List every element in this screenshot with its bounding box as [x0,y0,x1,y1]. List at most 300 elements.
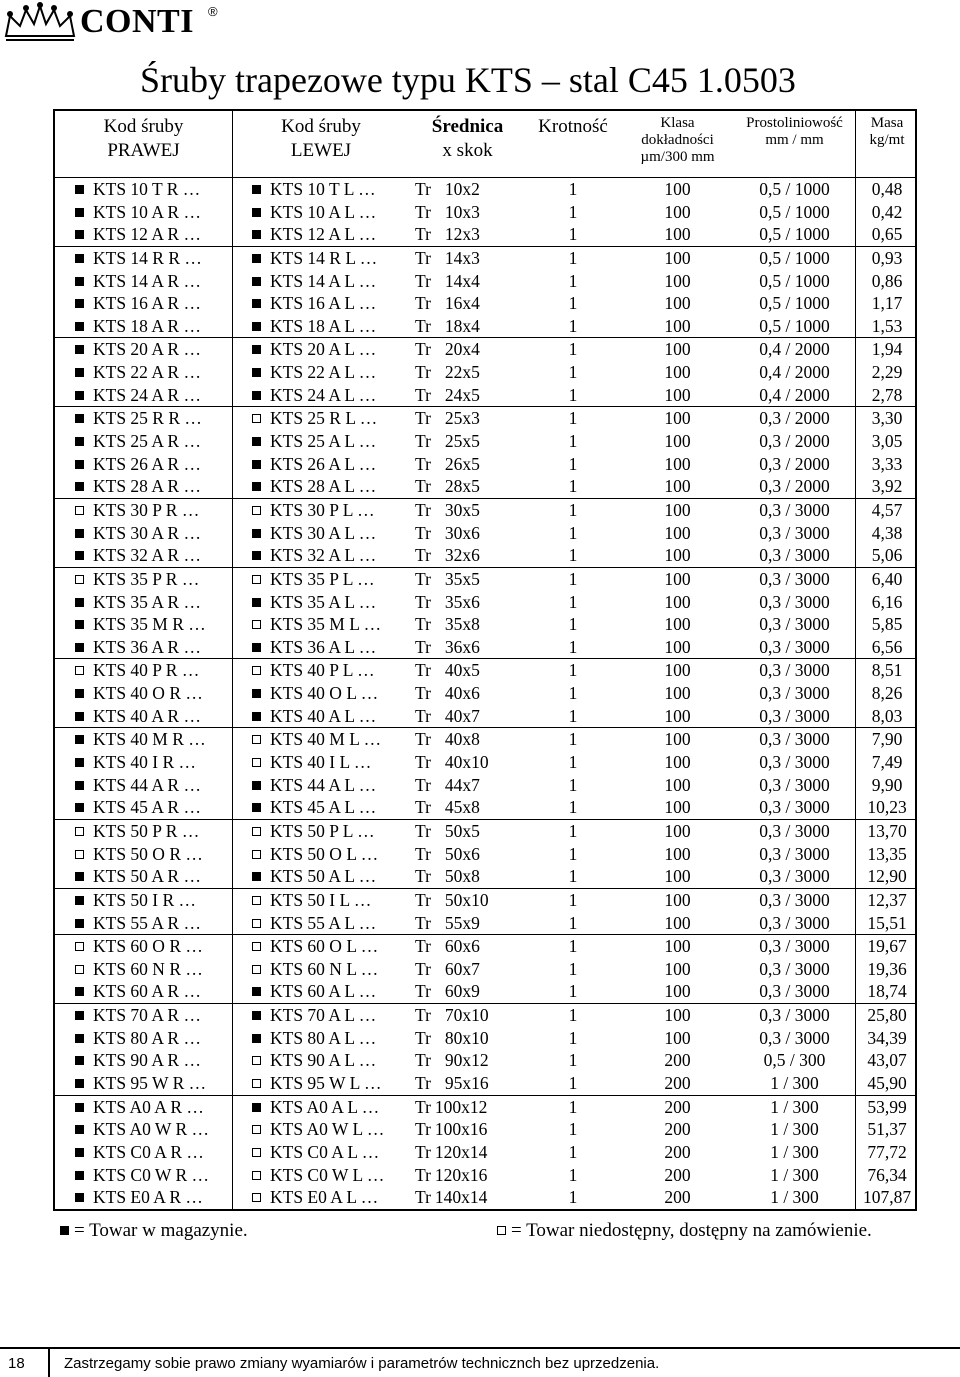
diameter-pitch: Tr 10x2 [415,179,480,199]
table-row [55,1072,915,1095]
mass: 3,30 [871,408,903,429]
accuracy-class: 100 [664,224,691,245]
footer-disclaimer: Zastrzegamy sobie prawo zmiany wyamiarów i parametrów technicznch bez uprzedzenia. [64,1355,660,1372]
straightness: 0,3 / 2000 [759,408,830,429]
straightness: 0,3 / 3000 [759,683,830,704]
mass: 7,49 [871,752,903,773]
accuracy-class: 100 [664,201,691,222]
right-thread-code: KTS A0 W R … [55,1118,232,1141]
diameter-pitch: Tr 14x3 [415,247,480,268]
diameter-pitch: Tr 30x5 [415,499,480,520]
header-multiplicity: Krotność [538,116,608,137]
row-group [55,659,915,728]
accuracy-class: 100 [664,339,691,360]
right-thread-code: KTS 50 P R … [55,820,232,843]
left-thread-code: KTS 10 A L … [232,201,410,224]
conti-logo [2,2,228,44]
left-thread-code: KTS 40 M L … [232,728,410,751]
table-row [55,315,915,338]
table-row [55,636,915,659]
row-group [55,889,915,935]
left-thread-code: KTS 80 A L … [232,1027,410,1050]
accuracy-class: 100 [664,752,691,773]
in-stock-square-icon [75,322,84,331]
right-thread-code: KTS 10 T R … [55,178,232,201]
table-row [55,1164,915,1187]
accuracy-class: 100 [664,981,691,1002]
in-stock-square-icon [75,208,84,217]
multiplicity: 1 [568,384,578,405]
right-thread-code: KTS 28 A R … [55,475,232,498]
straightness: 1 / 300 [770,1141,819,1162]
row-group [55,1096,915,1209]
table-row [55,407,915,430]
right-thread-code: KTS 40 A R … [55,705,232,728]
left-thread-code: KTS 40 I L … [232,751,410,774]
multiplicity: 1 [568,1141,578,1162]
diameter-pitch: Tr 120x16 [415,1164,488,1185]
diameter-pitch: Tr 26x5 [415,453,480,474]
left-thread-code: KTS 22 A L … [232,361,410,384]
in-stock-square-icon [252,1011,261,1020]
mass: 4,38 [871,522,903,543]
right-thread-code: KTS 25 R R … [55,407,232,430]
accuracy-class: 200 [664,1050,691,1071]
on-order-square-icon [252,666,261,675]
accuracy-class: 100 [664,958,691,979]
left-thread-code: KTS 12 A L … [232,223,410,246]
diameter-pitch: Tr 50x5 [415,820,480,841]
right-thread-code: KTS 55 A R … [55,912,232,935]
table-row [55,223,915,246]
right-thread-code: KTS 50 O R … [55,843,232,866]
on-order-square-icon [75,827,84,836]
multiplicity: 1 [568,1005,578,1026]
left-thread-code: KTS 35 M L … [232,613,410,636]
in-stock-square-icon [252,391,261,400]
diameter-pitch: Tr 30x6 [415,522,480,543]
multiplicity: 1 [568,797,578,818]
diameter-pitch: Tr 70x10 [415,1005,489,1026]
multiplicity: 1 [568,362,578,383]
diameter-pitch: Tr 40x7 [415,705,480,726]
in-stock-square-icon [252,872,261,881]
mass: 3,33 [871,453,903,474]
in-stock-square-icon [252,460,261,469]
right-thread-code: KTS 22 A R … [55,361,232,384]
accuracy-class: 100 [664,179,691,199]
straightness: 0,3 / 3000 [759,568,830,589]
left-thread-code: KTS 60 O L … [232,935,410,958]
right-thread-code: KTS 50 I R … [55,889,232,912]
table-row [55,728,915,751]
in-stock-square-icon [252,437,261,446]
left-thread-code: KTS 35 P L … [232,568,410,591]
in-stock-square-icon [75,758,84,767]
table-row [55,865,915,888]
table-row [55,453,915,476]
diameter-pitch: Tr 40x8 [415,729,480,750]
mass: 1,94 [871,339,903,360]
straightness: 0,5 / 1000 [759,270,830,291]
in-stock-square-icon [75,391,84,400]
right-thread-code: KTS 14 R R … [55,247,232,270]
straightness: 0,3 / 3000 [759,729,830,750]
right-thread-code: KTS 35 M R … [55,613,232,636]
multiplicity: 1 [568,705,578,726]
table-row [55,247,915,270]
mass: 13,35 [867,843,907,864]
left-thread-code: KTS 60 A L … [232,980,410,1003]
multiplicity: 1 [568,431,578,452]
on-order-square-icon [252,965,261,974]
table-row [55,980,915,1003]
table-row [55,659,915,682]
accuracy-class: 200 [664,1141,691,1162]
straightness: 1 / 300 [770,1072,819,1093]
table-row [55,201,915,224]
footer-divider [0,1347,960,1349]
in-stock-square-icon [252,598,261,607]
mass: 34,39 [867,1027,907,1048]
on-order-square-icon [252,827,261,836]
on-order-square-icon [252,850,261,859]
multiplicity: 1 [568,453,578,474]
accuracy-class: 100 [664,705,691,726]
mass: 10,23 [867,797,907,818]
in-stock-square-icon [75,735,84,744]
accuracy-class: 200 [664,1119,691,1140]
right-thread-code: KTS 40 P R … [55,659,232,682]
accuracy-class: 100 [664,453,691,474]
legend-on-order: = Towar niedostępny, dostępny na zamówienie. [497,1219,872,1243]
legend-in-stock: = Towar w magazynie. [60,1219,248,1243]
in-stock-square-icon [75,1125,84,1134]
accuracy-class: 100 [664,660,691,681]
registered-mark: ® [208,4,218,19]
diameter-pitch: Tr 10x3 [415,201,480,222]
table-row [55,820,915,843]
mass: 53,99 [867,1096,907,1117]
in-stock-square-icon [252,1103,261,1112]
left-thread-code: KTS 45 A L … [232,796,410,819]
in-stock-square-icon [75,1103,84,1112]
page-number: 18 [8,1355,25,1372]
table-header [55,111,915,178]
left-thread-code: KTS 35 A L … [232,591,410,614]
row-group [55,247,915,339]
in-stock-square-icon [75,1079,84,1088]
multiplicity: 1 [568,843,578,864]
in-stock-square-icon [252,230,261,239]
row-group [55,338,915,407]
in-stock-square-icon [75,689,84,698]
in-stock-square-icon [252,803,261,812]
diameter-pitch: Tr 14x4 [415,270,480,291]
mass: 7,90 [871,729,903,750]
on-order-square-icon [252,506,261,515]
in-stock-square-icon [75,299,84,308]
multiplicity: 1 [568,820,578,841]
straightness: 0,5 / 1000 [759,247,830,268]
right-thread-code: KTS 40 O R … [55,682,232,705]
right-thread-code: KTS 12 A R … [55,223,232,246]
multiplicity: 1 [568,224,578,245]
diameter-pitch: Tr 25x3 [415,408,480,429]
mass: 0,48 [871,179,903,199]
mass: 107,87 [862,1187,912,1208]
multiplicity: 1 [568,545,578,566]
right-thread-code: KTS 36 A R … [55,636,232,659]
on-order-square-icon [75,506,84,515]
multiplicity: 1 [568,568,578,589]
left-thread-code: KTS 20 A L … [232,338,410,361]
straightness: 0,3 / 3000 [759,1005,830,1026]
accuracy-class: 100 [664,591,691,612]
mass: 5,06 [871,545,903,566]
accuracy-class: 100 [664,636,691,657]
table-row [55,270,915,293]
in-stock-square-icon [75,185,84,194]
multiplicity: 1 [568,315,578,336]
diameter-pitch: Tr 50x6 [415,843,480,864]
header-right-code: Kod śruby PRAWEJ [103,116,184,161]
table-row [55,475,915,498]
in-stock-square-icon [252,551,261,560]
accuracy-class: 100 [664,431,691,452]
mass: 12,90 [867,866,907,887]
right-thread-code: KTS 40 M R … [55,728,232,751]
table-row [55,178,915,201]
multiplicity: 1 [568,752,578,773]
right-thread-code: KTS 60 A R … [55,980,232,1003]
multiplicity: 1 [568,1050,578,1071]
mass: 3,92 [871,476,903,497]
straightness: 0,5 / 1000 [759,201,830,222]
mass: 25,80 [867,1005,907,1026]
straightness: 0,3 / 3000 [759,820,830,841]
in-stock-square-icon [252,299,261,308]
multiplicity: 1 [568,774,578,795]
in-stock-square-icon [75,414,84,423]
header-straightness: Prostoliniowość mm / mm [746,115,843,148]
table-row [55,338,915,361]
right-thread-code: KTS 30 P R … [55,499,232,522]
on-order-square-icon [252,1148,261,1157]
diameter-pitch: Tr 100x16 [415,1119,488,1140]
mass: 9,90 [871,774,903,795]
in-stock-square-icon [75,345,84,354]
multiplicity: 1 [568,408,578,429]
in-stock-square-icon [75,1056,84,1065]
in-stock-square-icon [252,208,261,217]
row-group [55,178,915,247]
multiplicity: 1 [568,339,578,360]
left-thread-code: KTS 25 R L … [232,407,410,430]
diameter-pitch: Tr 35x8 [415,614,480,635]
row-group [55,407,915,499]
right-thread-code: KTS 40 I R … [55,751,232,774]
on-order-square-icon [252,919,261,928]
multiplicity: 1 [568,270,578,291]
table-row [55,1004,915,1027]
on-order-square-icon [252,1171,261,1180]
table-row [55,1049,915,1072]
table-row [55,292,915,315]
right-thread-code: KTS 60 N R … [55,958,232,981]
in-stock-square-icon [252,781,261,790]
left-thread-code: KTS C0 A L … [232,1141,410,1164]
in-stock-square-icon [252,1034,261,1043]
straightness: 0,4 / 2000 [759,384,830,405]
left-thread-code: KTS 55 A L … [232,912,410,935]
on-order-square-icon [75,965,84,974]
accuracy-class: 100 [664,499,691,520]
straightness: 0,5 / 1000 [759,224,830,245]
in-stock-square-icon [252,689,261,698]
left-thread-code: KTS 36 A L … [232,636,410,659]
right-thread-code: KTS C0 W R … [55,1164,232,1187]
on-order-square-icon [75,666,84,675]
diameter-pitch: Tr 100x12 [415,1096,488,1117]
in-stock-square-icon [75,460,84,469]
in-stock-square-icon [75,1148,84,1157]
left-thread-code: KTS 50 P L … [232,820,410,843]
diameter-pitch: Tr 90x12 [415,1050,489,1071]
in-stock-square-icon [252,277,261,286]
table-row [55,430,915,453]
multiplicity: 1 [568,293,578,314]
diameter-pitch: Tr 44x7 [415,774,480,795]
table-row [55,958,915,981]
diameter-pitch: Tr 20x4 [415,339,480,360]
in-stock-square-icon [75,551,84,560]
straightness: 0,3 / 3000 [759,866,830,887]
right-thread-code: KTS 35 A R … [55,591,232,614]
crown-icon [2,2,78,44]
diameter-pitch: Tr 50x10 [415,889,489,910]
accuracy-class: 100 [664,408,691,429]
accuracy-class: 200 [664,1096,691,1117]
right-thread-code: KTS 50 A R … [55,865,232,888]
right-thread-code: KTS 24 A R … [55,384,232,407]
table-row [55,361,915,384]
accuracy-class: 100 [664,820,691,841]
in-stock-square-icon [75,1011,84,1020]
accuracy-class: 100 [664,362,691,383]
on-order-square-icon [497,1226,506,1235]
left-thread-code: KTS 50 A L … [232,865,410,888]
left-thread-code: KTS 10 T L … [232,178,410,201]
in-stock-square-icon [252,254,261,263]
diameter-pitch: Tr 16x4 [415,293,480,314]
on-order-square-icon [75,942,84,951]
mass: 8,51 [871,660,903,681]
right-thread-code: KTS 45 A R … [55,796,232,819]
left-thread-code: KTS 26 A L … [232,453,410,476]
left-thread-code: KTS 14 A L … [232,270,410,293]
straightness: 1 / 300 [770,1164,819,1185]
table-row [55,751,915,774]
left-thread-code: KTS C0 W L … [232,1164,410,1187]
left-thread-code: KTS 18 A L … [232,315,410,338]
table-row [55,843,915,866]
accuracy-class: 100 [664,936,691,957]
mass: 5,85 [871,614,903,635]
diameter-pitch: Tr 24x5 [415,384,480,405]
accuracy-class: 100 [664,1027,691,1048]
left-thread-code: KTS 24 A L … [232,384,410,407]
header-mass: Masa kg/mt [869,115,905,148]
mass: 12,37 [867,889,907,910]
right-thread-code: KTS 16 A R … [55,292,232,315]
on-order-square-icon [252,414,261,423]
straightness: 0,3 / 3000 [759,843,830,864]
row-group [55,499,915,568]
diameter-pitch: Tr 40x10 [415,752,489,773]
footer-divider-vertical [48,1347,50,1377]
header-diameter: Średnica x skok [431,116,504,161]
mass: 1,17 [871,293,903,314]
in-stock-square-icon [75,1171,84,1180]
diameter-pitch: Tr 12x3 [415,224,480,245]
diameter-pitch: Tr 35x6 [415,591,480,612]
right-thread-code: KTS 14 A R … [55,270,232,293]
accuracy-class: 100 [664,1005,691,1026]
mass: 0,86 [871,270,903,291]
in-stock-square-icon [75,803,84,812]
in-stock-square-icon [75,482,84,491]
in-stock-square-icon [75,712,84,721]
straightness: 0,3 / 3000 [759,660,830,681]
table-row [55,1141,915,1164]
in-stock-square-icon [75,872,84,881]
in-stock-square-icon [75,620,84,629]
accuracy-class: 100 [664,912,691,933]
left-thread-code: KTS A0 W L … [232,1118,410,1141]
multiplicity: 1 [568,1027,578,1048]
left-thread-code: KTS 16 A L … [232,292,410,315]
straightness: 0,5 / 300 [763,1050,826,1071]
straightness: 0,5 / 1000 [759,179,830,199]
right-thread-code: KTS 35 P R … [55,568,232,591]
multiplicity: 1 [568,729,578,750]
mass: 6,56 [871,636,903,657]
diameter-pitch: Tr 18x4 [415,315,480,336]
left-thread-code: KTS 32 A L … [232,544,410,567]
diameter-pitch: Tr 60x9 [415,981,480,1002]
accuracy-class: 100 [664,384,691,405]
straightness: 0,3 / 3000 [759,636,830,657]
in-stock-square-icon [252,185,261,194]
multiplicity: 1 [568,683,578,704]
multiplicity: 1 [568,247,578,268]
left-thread-code: KTS E0 A L … [232,1186,410,1209]
left-thread-code: KTS 30 A L … [232,522,410,545]
multiplicity: 1 [568,522,578,543]
mass: 51,37 [867,1119,907,1140]
straightness: 0,3 / 2000 [759,476,830,497]
straightness: 0,3 / 3000 [759,1027,830,1048]
right-thread-code: KTS 80 A R … [55,1027,232,1050]
accuracy-class: 100 [664,889,691,910]
straightness: 0,3 / 3000 [759,797,830,818]
mass: 19,36 [867,958,907,979]
on-order-square-icon [252,1125,261,1134]
page-title: Śruby trapezowe typu KTS – stal C45 1.0503 [140,60,796,100]
left-thread-code: KTS 40 O L … [232,682,410,705]
left-thread-code: KTS 25 A L … [232,430,410,453]
